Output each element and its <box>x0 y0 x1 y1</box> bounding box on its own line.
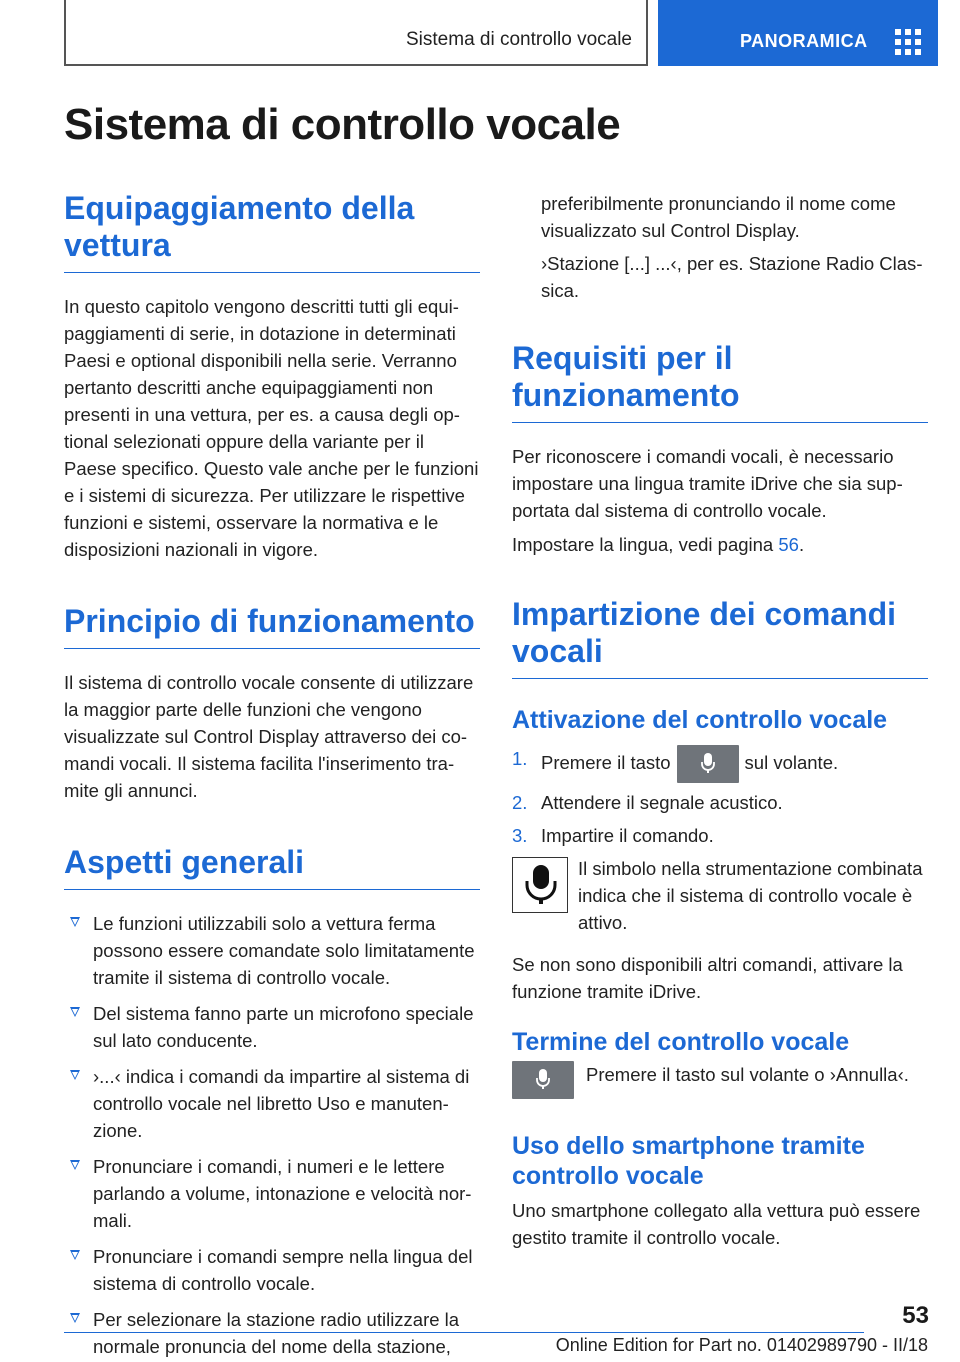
page-link[interactable]: 56 <box>778 534 799 555</box>
subsection-heading-smartphone: Uso dello smartphone tramite controllo vocale <box>512 1132 865 1190</box>
header-chapter-title: Sistema di controllo vocale <box>406 29 632 50</box>
triangle-bullet-icon <box>70 1313 80 1323</box>
continued-paragraph: preferibilmente pronunciando il nome come visualizzato sul Control Display. <box>541 193 896 241</box>
microphone-icon <box>512 857 568 913</box>
section-heading-aspetti: Aspetti generali <box>64 844 480 890</box>
subsection-heading-attivazione: Attivazione del controllo vocale <box>512 706 888 734</box>
header-chapter-box <box>64 0 648 66</box>
list-item: Del sistema fanno parte un microfono speciale sul lato conducente. <box>64 1000 480 1054</box>
grid-icon <box>895 29 921 55</box>
page-number: 53 <box>902 1302 929 1329</box>
triangle-bullet-icon <box>70 917 80 927</box>
section-body-requisiti: Per riconoscere i comandi vocali, è necessario impostare una lingua tramite iDrive che sia supportata dal sistema di controllo vocale. <box>512 446 903 521</box>
section-heading-principio: Principio di funzionamento <box>64 603 480 649</box>
steps-list <box>512 745 928 849</box>
triangle-bullet-icon <box>70 1160 80 1170</box>
section-heading-impartizione: Impartizione dei comandi vocali <box>512 596 928 679</box>
list-item: Le funzioni utilizzabili solo a vettura ferma possono essere comandate solo limitatamente tramite il sistema di controllo vocale. <box>64 910 480 991</box>
list-item: Pronunciare i comandi, i numeri e le lettere parlando a volume, intonazione e velocità normali. <box>64 1153 480 1234</box>
subsection-body-smartphone: Uno smartphone collegato alla vettura può essere gestito tramite il controllo vocale. <box>512 1200 921 1248</box>
header-section-label: PANORAMICA <box>740 31 868 51</box>
section-body-equipaggiamento: In questo capitolo vengono descritti tutti gli equipaggiamenti di serie, in dotazione in determinati Paesi e optional disponibili nella serie. Verranno pertanto descritti anche equipaggiamenti non presenti in una vettura, per es. a causa degli optional selezionati oppure della variante per il Paese specifico. Questo vale anche per le funzioni e i sistemi di sicurezza. Per utilizzare le rispettive funzioni e sistemi, osservare la normativa e le disposizioni nazionali in vigore. <box>64 296 479 560</box>
list-item: Pronunciare i comandi sempre nella lingua del sistema di controllo vocale. <box>64 1243 480 1297</box>
right-column <box>512 190 928 1251</box>
section-heading-requisiti: Requisiti per il funzionamento <box>512 340 928 423</box>
header-section-tab[interactable] <box>658 0 938 66</box>
list-item: Per selezionare la stazione radio utilizzare la normale pronuncia del nome della stazione, <box>64 1306 480 1360</box>
bullet-list <box>64 910 480 1360</box>
triangle-bullet-icon <box>70 1250 80 1260</box>
section-body-principio: Il sistema di controllo vocale consente di utilizzare la maggior parte delle funzioni che vengono visualizzate sul Control Display attraverso dei comandi vocali. Il sistema facilita l'inserimento tramite gli annunci. <box>64 672 474 801</box>
footer-divider <box>64 1332 864 1333</box>
triangle-bullet-icon <box>70 1007 80 1017</box>
left-column <box>64 190 480 1362</box>
list-item: 2. Attendere il segnale acustico. <box>512 792 783 813</box>
subsection-heading-termine: Termine del controllo vocale <box>512 1028 850 1056</box>
list-item: ›...‹ indica i comandi da impartire al sistema di controllo vocale nel libretto Uso e manutenzione. <box>64 1063 480 1144</box>
subsection-body-attivazione: Se non sono disponibili altri comandi, attivare la funzione tramite iDrive. <box>512 954 903 1002</box>
subsection-body-termine: Premere il tasto sul volante o ›Annulla‹. <box>586 1064 909 1085</box>
voice-button-microphone-icon <box>512 1061 574 1099</box>
section-heading-equipaggiamento: Equipaggiamento della vettura <box>64 190 480 273</box>
list-item: 3. Impartire il comando. <box>512 825 714 846</box>
list-item: 1. Premere il tasto sul volante. <box>512 745 928 783</box>
termine-row <box>512 1061 928 1099</box>
footer-edition: Online Edition for Part no. 01402989790 - II/18 <box>555 1335 928 1355</box>
voice-button-microphone-icon <box>677 745 739 783</box>
page-title: Sistema di controllo vocale <box>64 100 621 149</box>
section-body-lingua: Impostare la lingua, vedi pagina 56. <box>512 534 805 555</box>
triangle-bullet-icon <box>70 1070 80 1080</box>
symbol-note-text: Il simbolo nella strumentazione combinata indica che il sistema di controllo vocale è attivo. <box>578 858 923 933</box>
continued-example: ›Stazione [...] ...‹, per es. Stazione Radio Classica. <box>541 253 923 301</box>
symbol-note <box>512 855 928 936</box>
